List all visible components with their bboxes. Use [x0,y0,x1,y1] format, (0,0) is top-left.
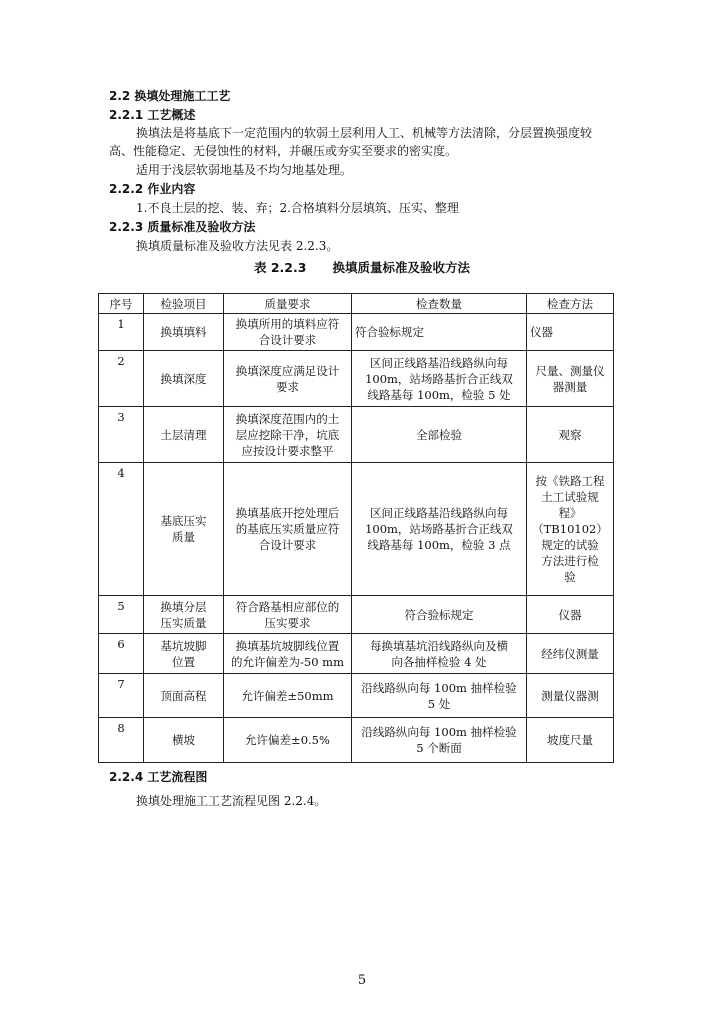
row-requirement: 换填深度应满足设计 要求 [224,351,352,407]
table-row [99,314,614,351]
table-row [99,596,614,634]
row-item: 基底压实 质量 [144,463,224,596]
row-no: 2 [99,351,144,407]
table-row [99,351,614,407]
overview-para2: 适用于浅层软弱地基及不均匀地基处理。 [136,163,353,177]
table-row [99,407,614,463]
header-method: 检查方法 [527,294,614,314]
row-quantity: 全部检验 [352,407,527,463]
row-quantity: 符合验标规定 [352,314,527,351]
row-method: 仪器 [527,596,614,634]
row-no: 7 [99,674,144,718]
row-method: 坡度尺量 [527,718,614,763]
flow-text: 换填处理施工工艺流程见图 2.2.4。 [136,794,327,808]
row-quantity: 沿线路纵向每 100m 抽样检验 5 个断面 [352,718,527,763]
row-item: 换填深度 [144,351,224,407]
table-row [99,463,614,596]
header-requirement: 质量要求 [224,294,352,314]
row-method: 经纬仪测量 [527,634,614,674]
row-quantity: 每换填基坑沿线路纵向及横 向各抽样检验 4 处 [352,634,527,674]
header-item: 检验项目 [144,294,224,314]
row-no: 8 [99,718,144,763]
row-item: 基坑坡脚 位置 [144,634,224,674]
row-no: 1 [99,314,144,351]
quality-heading: 2.2.3 质量标准及验收方法 [109,220,256,234]
page-number: 5 [357,973,367,988]
table-row [99,634,614,674]
row-quantity: 沿线路纵向每 100m 抽样检验 5 处 [352,674,527,718]
row-no: 4 [99,463,144,596]
work-heading: 2.2.2 作业内容 [109,182,196,196]
row-method: 按《铁路工程 土工试验规 程》 （TB10102） 规定的试验 方法进行检 验 [527,463,614,596]
flow-heading: 2.2.4 工艺流程图 [109,770,208,784]
row-requirement: 换填基坑坡脚线位置 的允许偏差为-50 mm [224,634,352,674]
row-requirement: 换填基底开挖处理后 的基底压实质量应符 合设计要求 [224,463,352,596]
quality-standards-table [98,293,614,763]
table-row [99,674,614,718]
row-method: 观察 [527,407,614,463]
row-requirement: 允许偏差±0.5% [224,718,352,763]
row-item: 换填分层 压实质量 [144,596,224,634]
row-requirement: 允许偏差±50mm [224,674,352,718]
quality-text: 换填质量标准及验收方法见表 2.2.3。 [136,239,339,253]
row-quantity: 符合验标规定 [352,596,527,634]
overview-para1-line1: 换填法是将基底下一定范围内的软弱土层利用人工、机械等方法清除，分层置换强度较 [136,126,593,140]
header-no: 序号 [99,294,144,314]
row-requirement: 换填所用的填料应符 合设计要求 [224,314,352,351]
row-item: 顶面高程 [144,674,224,718]
row-quantity: 区间正线路基沿线路纵向每 100m，站场路基折合正线双 线路基每 100m，检验 5 处 [352,351,527,407]
row-item: 土层清理 [144,407,224,463]
overview-para1-line2: 高、性能稳定、无侵蚀性的材料，并碾压或夯实至要求的密实度。 [109,144,458,158]
table-header-row [99,294,614,314]
row-requirement: 换填深度范围内的土 层应挖除干净，坑底 应按设计要求整平 [224,407,352,463]
table-row [99,718,614,763]
work-text: 1.不良土层的挖、装、弃；2.合格填料分层填筑、压实、整理 [136,201,459,215]
row-method: 测量仪器测 [527,674,614,718]
header-quantity: 检查数量 [352,294,527,314]
row-quantity: 区间正线路基沿线路纵向每 100m，站场路基折合正线双 线路基每 100m，检验 3 点 [352,463,527,596]
row-requirement: 符合路基相应部位的 压实要求 [224,596,352,634]
row-no: 3 [99,407,144,463]
section-heading: 2.2 换填处理施工工艺 [109,89,231,103]
row-item: 横坡 [144,718,224,763]
row-method: 仪器 [527,314,614,351]
row-item: 换填填料 [144,314,224,351]
table-caption: 表 2.2.3 换填质量标准及验收方法 [253,260,471,275]
row-no: 6 [99,634,144,674]
overview-heading: 2.2.1 工艺概述 [109,108,196,122]
row-no: 5 [99,596,144,634]
row-method: 尺量、测量仪 器测量 [527,351,614,407]
